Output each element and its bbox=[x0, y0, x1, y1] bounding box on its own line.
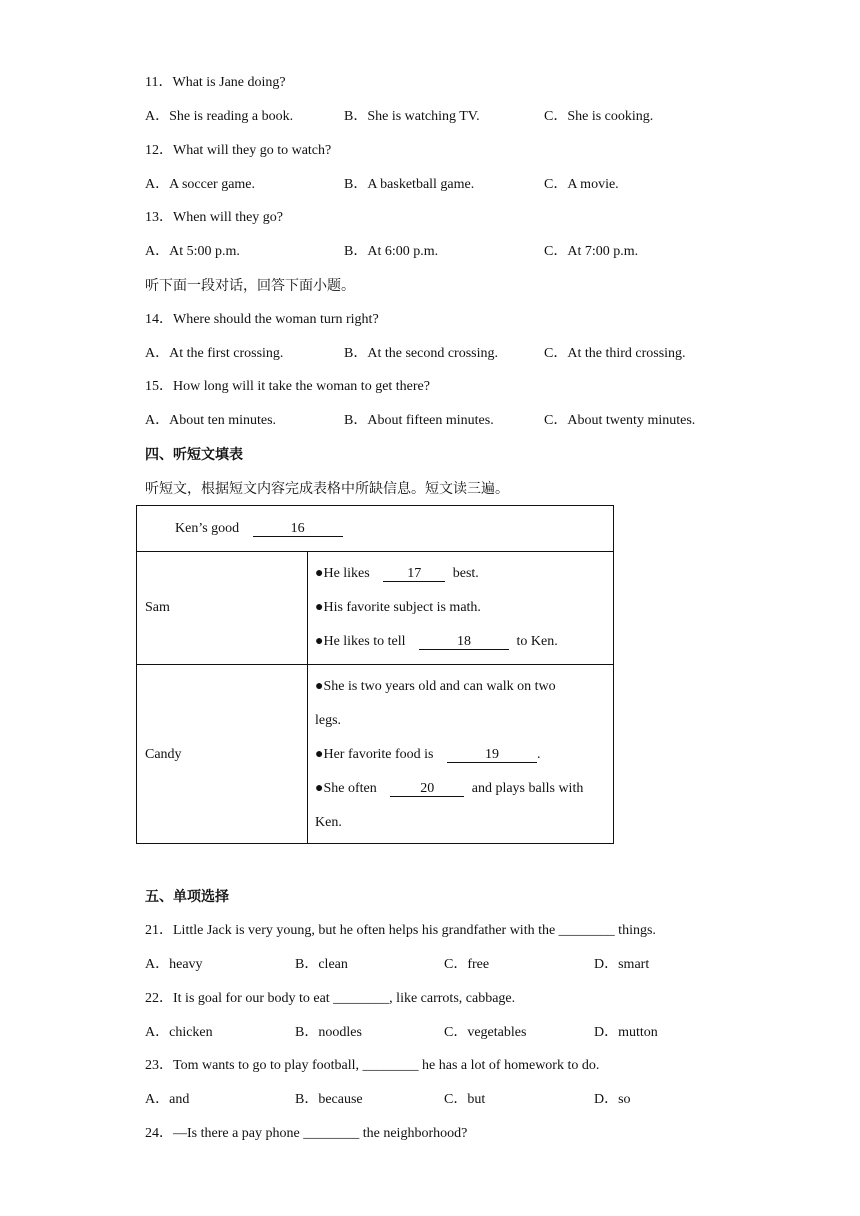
q22-option-c: C．vegetables bbox=[444, 1025, 527, 1040]
table-header-label: Ken’s good bbox=[175, 521, 240, 536]
question-15-stem: 15．How long will it take the woman to get there? bbox=[145, 379, 430, 394]
q12-option-b: B．A basketball game. bbox=[344, 177, 475, 192]
table-column-divider bbox=[307, 551, 308, 843]
question-12-stem: 12．What will they go to watch? bbox=[145, 143, 332, 158]
q22-option-d: D．mutton bbox=[594, 1025, 658, 1040]
section-4-title: 四、听短文填表 bbox=[145, 447, 243, 463]
q15-option-b: B．About fifteen minutes. bbox=[344, 413, 494, 428]
q14-option-c: C．At the third crossing. bbox=[544, 346, 686, 361]
candy-line-3b: Ken. bbox=[315, 815, 342, 830]
q23-option-c: C．but bbox=[444, 1092, 486, 1107]
q14-option-a: A．At the first crossing. bbox=[145, 346, 284, 361]
q13-option-a: A．At 5:00 p.m. bbox=[145, 244, 240, 259]
blank-16: 16 bbox=[253, 521, 343, 537]
question-13-stem: 13．When will they go? bbox=[145, 210, 284, 225]
question-24-stem: 24．—Is there a pay phone ________ the neighborhood? bbox=[145, 1126, 468, 1141]
sam-line-3: ●He likes to tell 18 to Ken. bbox=[315, 634, 558, 649]
section-4-instruction: 听短文，根据短文内容完成表格中所缺信息。短文读三遍。 bbox=[145, 481, 509, 497]
section-5-title: 五、单项选择 bbox=[145, 889, 229, 905]
row-label-sam: Sam bbox=[145, 600, 170, 615]
q11-option-b: B．She is watching TV. bbox=[344, 109, 480, 124]
table-divider bbox=[137, 551, 613, 552]
q23-option-b: B．because bbox=[295, 1092, 363, 1107]
table-header bbox=[175, 520, 343, 538]
q21-option-d: D．smart bbox=[594, 957, 650, 972]
question-11-stem: 11．What is Jane doing? bbox=[145, 75, 286, 90]
q14-option-b: B．At the second crossing. bbox=[344, 346, 498, 361]
candy-line-1b: legs. bbox=[315, 713, 342, 728]
q15-option-a: A．About ten minutes. bbox=[145, 413, 277, 428]
q22-option-b: B．noodles bbox=[295, 1025, 362, 1040]
q23-option-d: D．so bbox=[594, 1092, 631, 1107]
q12-option-a: A．A soccer game. bbox=[145, 177, 256, 192]
candy-line-2: ●Her favorite food is 19 . bbox=[315, 747, 541, 762]
sam-line-2: ●His favorite subject is math. bbox=[315, 600, 481, 615]
blank-19: 19 bbox=[447, 747, 537, 763]
fill-in-table bbox=[136, 505, 614, 844]
table-divider bbox=[137, 664, 613, 665]
q21-option-c: C．free bbox=[444, 957, 490, 972]
q23-option-a: A．and bbox=[145, 1092, 190, 1107]
candy-line-1: ●She is two years old and can walk on two bbox=[315, 679, 556, 694]
blank-18: 18 bbox=[419, 634, 509, 650]
q13-option-c: C．At 7:00 p.m. bbox=[544, 244, 639, 259]
q11-option-c: C．She is cooking. bbox=[544, 109, 654, 124]
q11-option-a: A．She is reading a book. bbox=[145, 109, 294, 124]
q21-option-a: A．heavy bbox=[145, 957, 203, 972]
question-23-stem: 23．Tom wants to go to play football, ________ he has a lot of homework to do. bbox=[145, 1058, 600, 1073]
q15-option-c: C．About twenty minutes. bbox=[544, 413, 696, 428]
dialog-instruction: 听下面一段对话，回答下面小题。 bbox=[145, 278, 355, 294]
question-14-stem: 14．Where should the woman turn right? bbox=[145, 312, 379, 327]
q13-option-b: B．At 6:00 p.m. bbox=[344, 244, 439, 259]
question-22-stem: 22．It is goal for our body to eat ________, like carrots, cabbage. bbox=[145, 991, 516, 1006]
row-label-candy: Candy bbox=[145, 747, 182, 762]
q21-option-b: B．clean bbox=[295, 957, 348, 972]
question-21-stem: 21．Little Jack is very young, but he often helps his grandfather with the ________ things. bbox=[145, 923, 656, 938]
candy-line-3: ●She often 20 and plays balls with bbox=[315, 781, 584, 796]
blank-20: 20 bbox=[390, 781, 464, 797]
blank-17: 17 bbox=[383, 566, 445, 582]
q12-option-c: C．A movie. bbox=[544, 177, 619, 192]
q22-option-a: A．chicken bbox=[145, 1025, 213, 1040]
sam-line-1: ●He likes 17 best. bbox=[315, 566, 479, 581]
